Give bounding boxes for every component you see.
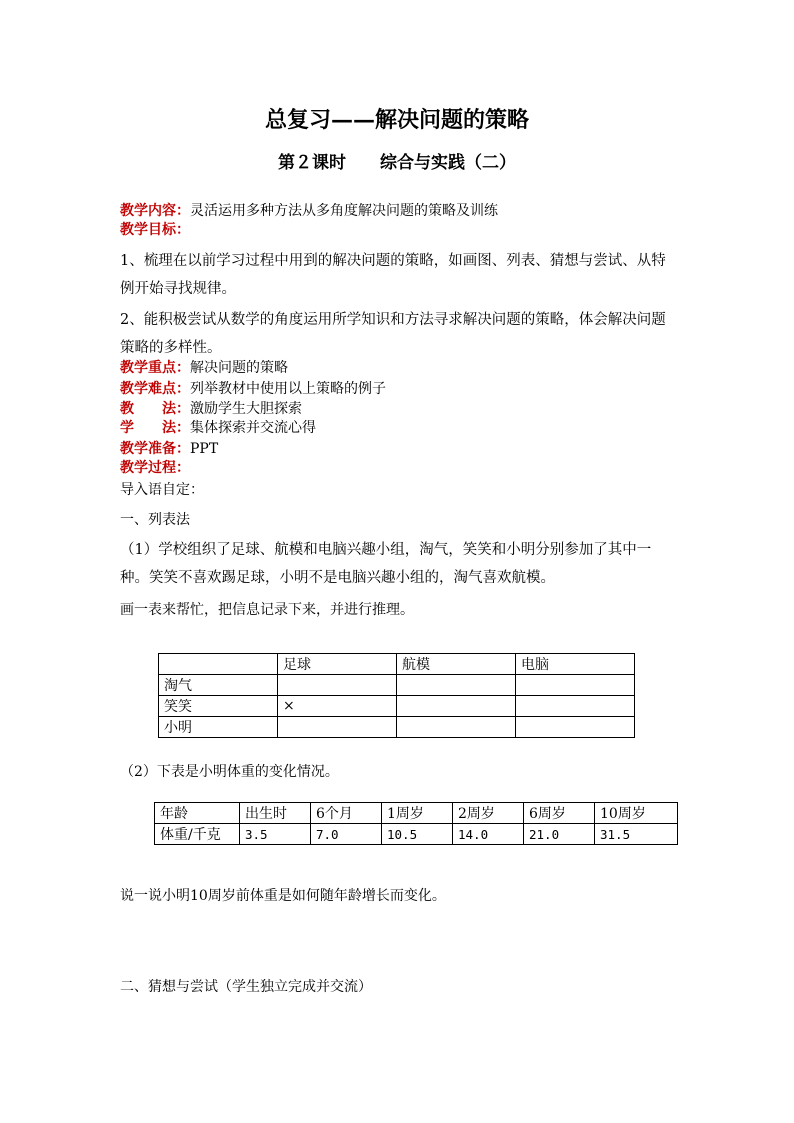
table-cell: 淘气	[159, 675, 278, 696]
info-value: 集体探索并交流心得	[190, 420, 316, 436]
info-value: 列举教材中使用以上策略的例子	[190, 381, 386, 397]
weight-question: 说一说小明10周岁前体重是如何随年龄增长而变化。	[120, 888, 446, 904]
section-1-heading: 一、列表法	[120, 512, 190, 528]
section-2-heading: 二、猜想与尝试（学生独立完成并交流）	[120, 979, 372, 995]
info-value: 激励学生大胆探索	[190, 401, 302, 417]
table-cell	[397, 717, 516, 738]
table-row	[159, 717, 635, 738]
info-label: 教 法：	[120, 401, 190, 417]
table-cell: 小明	[159, 717, 278, 738]
table-row	[159, 675, 635, 696]
table-cell	[278, 675, 397, 696]
table-cell	[397, 675, 516, 696]
table-cell: ×	[278, 696, 397, 717]
table-cell	[278, 717, 397, 738]
info-process	[120, 459, 190, 477]
table-cell	[516, 717, 635, 738]
info-label: 教学内容：	[120, 203, 190, 219]
table-cell: 出生时	[240, 803, 311, 824]
info-difficulty	[120, 380, 386, 398]
table-cell: 年龄	[155, 803, 240, 824]
info-value: PPT	[190, 441, 219, 457]
problem-1-instruction: 画一表来帮忙，把信息记录下来，并进行推理。	[120, 602, 414, 618]
table-row	[159, 654, 635, 675]
table-cell: 笑笑	[159, 696, 278, 717]
info-learning-method	[120, 419, 316, 437]
table-cell	[516, 675, 635, 696]
intro-text: 导入语自定：	[120, 482, 204, 498]
table-cell: 足球	[278, 654, 397, 675]
interest-group-table	[158, 653, 635, 738]
problem-1-text: （1）学校组织了足球、航模和电脑兴趣小组，淘气，笑笑和小明分别参加了其中一种。笑笑不喜欢踢足球，小明不是电脑兴趣小组的，淘气喜欢航模。	[120, 542, 652, 586]
table-cell: 10周岁	[595, 803, 678, 824]
table-cell: 6个月	[311, 803, 382, 824]
lesson-subtitle	[0, 148, 794, 173]
table-cell	[159, 654, 278, 675]
table-cell: 2周岁	[453, 803, 524, 824]
info-value: 灵活运用多种方法从多角度解决问题的策略及训练	[190, 203, 498, 219]
info-content	[120, 202, 498, 220]
table-cell: 10.5	[382, 824, 453, 845]
table-cell: 电脑	[516, 654, 635, 675]
table-row	[155, 824, 678, 845]
table-cell: 1周岁	[382, 803, 453, 824]
page-title: 总复习——解决问题的策略	[264, 107, 529, 133]
lesson-number: 第２课时	[278, 153, 346, 173]
info-label: 教学难点：	[120, 381, 190, 397]
info-key-point	[120, 359, 288, 377]
table-cell: 体重/千克	[155, 824, 240, 845]
info-label: 教学过程：	[120, 460, 190, 476]
info-label: 教学目标：	[120, 222, 190, 238]
table-cell: 14.0	[453, 824, 524, 845]
lesson-topic: 综合与实践（二）	[380, 153, 516, 173]
table-cell: 7.0	[311, 824, 382, 845]
info-value: 解决问题的策略	[190, 360, 288, 376]
problem-2-text: （2）下表是小明体重的变化情况。	[120, 764, 339, 780]
info-preparation	[120, 440, 218, 458]
table-cell: 31.5	[595, 824, 678, 845]
weight-table	[154, 802, 678, 845]
table-cell: 21.0	[524, 824, 595, 845]
table-cell	[397, 696, 516, 717]
table-cell	[516, 696, 635, 717]
info-teaching-method	[120, 400, 302, 418]
table-row	[155, 803, 678, 824]
info-goals-heading	[120, 221, 190, 239]
table-cell: 6周岁	[524, 803, 595, 824]
info-label: 教学重点：	[120, 360, 190, 376]
table-row	[159, 696, 635, 717]
info-label: 学 法：	[120, 420, 190, 436]
table-cell: 3.5	[240, 824, 311, 845]
goal-paragraph-1: 1、梳理在以前学习过程中用到的解决问题的策略，如画图、列表、猜想与尝试、从特例开始寻找规律。	[120, 253, 666, 297]
table-cell: 航模	[397, 654, 516, 675]
goal-paragraph-2: 2、能积极尝试从数学的角度运用所学知识和方法寻求解决问题的策略，体会解决问题策略的多样性。	[120, 312, 666, 356]
info-label: 教学准备：	[120, 441, 190, 457]
